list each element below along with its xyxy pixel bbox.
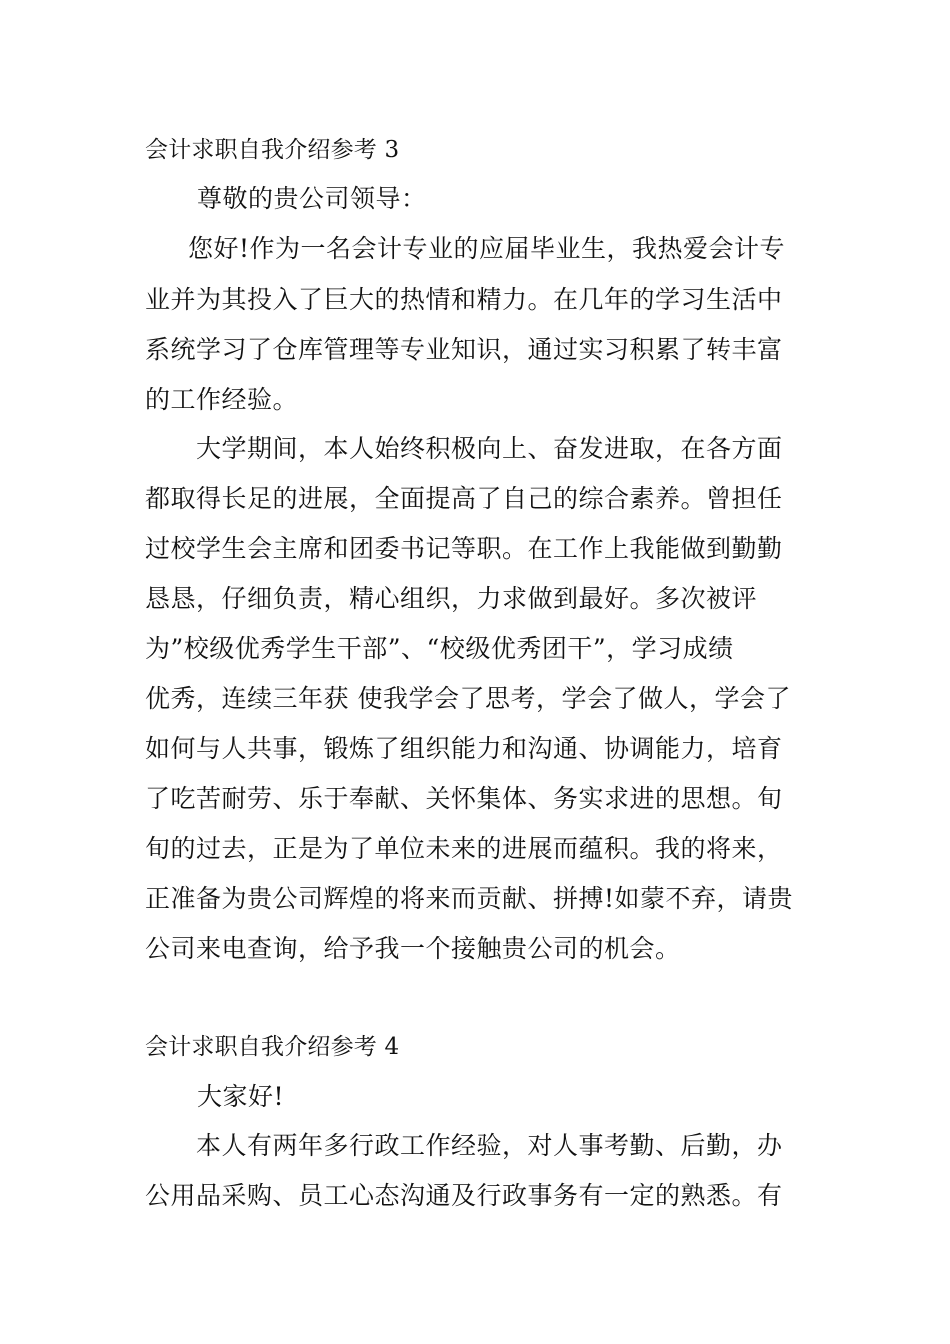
section-4-title: 会计求职自我介绍参考 4 [145, 1034, 400, 1060]
section-3-p2-line-8: 了吃苦耐劳、乐于奉献、关怀集体、务实求进的思想。旬 [145, 784, 783, 813]
section-3-title: 会计求职自我介绍参考 3 [145, 137, 400, 163]
section-3-p1-line-3: 系统学习了仓库管理等专业知识，通过实习积累了转丰富 [145, 335, 783, 364]
section-3-p2-line-5: 为”校级优秀学生干部”、“校级优秀团干”，学习成绩 [145, 634, 734, 663]
section-4-greeting: 大家好! [197, 1082, 285, 1111]
section-3-p2-line-10: 正准备为贵公司辉煌的将来而贡献、拼搏!如蒙不弃，请贵 [145, 884, 794, 913]
section-3-p2-line-11: 公司来电查询，给予我一个接触贵公司的机会。 [145, 934, 681, 963]
section-3-p2-line-4: 恳恳，仔细负责，精心组织，力求做到最好。多次被评 [145, 584, 758, 613]
section-3-p2-line-9: 旬的过去，正是为了单位未来的进展而蕴积。我的将来， [145, 834, 783, 863]
section-4-p1-line-1: 本人有两年多行政工作经验，对人事考勤、后勤，办 [196, 1131, 783, 1160]
section-3-p2-line-6: 优秀，连续三年获 使我学会了思考，学会了做人，学会了 [145, 684, 791, 713]
section-3-p1-line-1: 您好!作为一名会计专业的应届毕业生，我热爱会计专 [188, 234, 786, 263]
section-3-greeting: 尊敬的贵公司领导： [197, 184, 427, 213]
section-3-p1-line-4: 的工作经验。 [145, 385, 299, 414]
section-3-p2-line-1: 大学期间，本人始终积极向上、奋发进取，在各方面 [196, 434, 783, 463]
section-3-p1-line-2: 业并为其投入了巨大的热情和精力。在几年的学习生活中 [145, 285, 783, 314]
section-3-p2-line-7: 如何与人共事，锻炼了组织能力和沟通、协调能力，培育 [145, 734, 783, 763]
section-4-p1-line-2: 公用品采购、员工心态沟通及行政事务有一定的熟悉。有 [145, 1181, 783, 1210]
section-3-p2-line-3: 过校学生会主席和团委书记等职。在工作上我能做到勤勤 [145, 534, 783, 563]
section-3-p2-line-2: 都取得长足的进展，全面提高了自己的综合素养。曾担任 [145, 484, 783, 513]
